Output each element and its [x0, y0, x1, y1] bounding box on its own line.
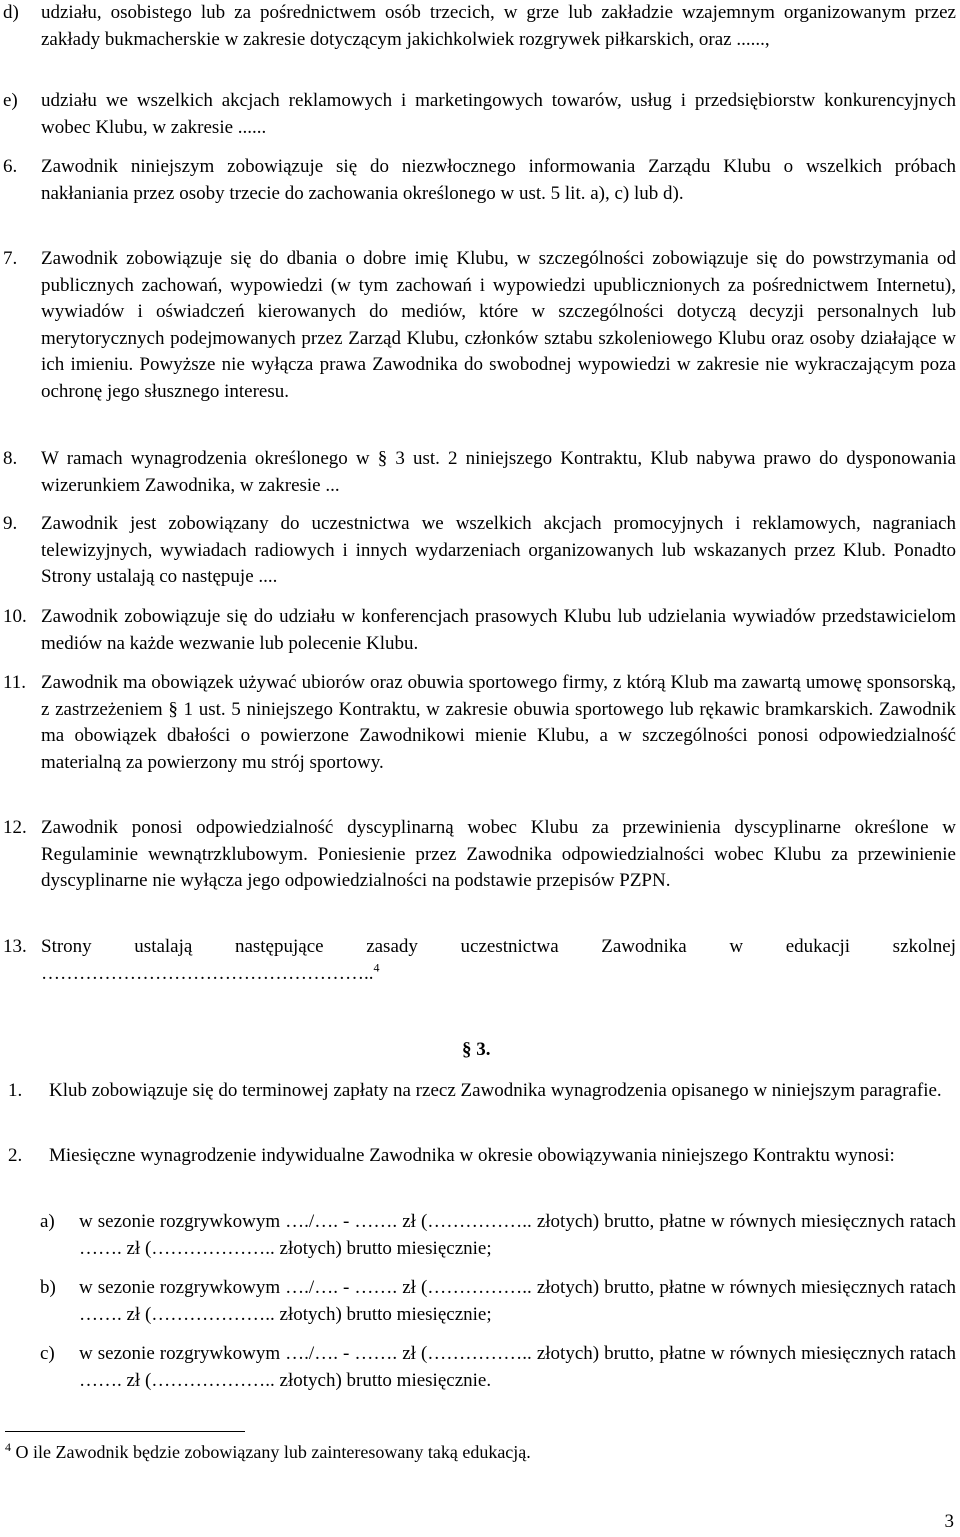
section3-subitem-b [0, 1275, 956, 1328]
list-item-d [0, 0, 956, 53]
item-number: a) [40, 1211, 55, 1232]
item-number: 6. [3, 156, 18, 177]
item-text: Zawodnik ponosi odpowiedzialność dyscyplinarną wobec Klubu za przewinienia dyscyplinarne określone w Regulaminie wewnątrzklubowym. Poniesienie przez Zawodnika odpowiedzialności wobec Klubu za przewinienie dyscyplinarne nie wyłącza jego odpowiedzialności na podstawie przepisów PZPN. [41, 817, 956, 891]
list-item-7 [0, 246, 956, 405]
item-number: 13. [3, 936, 27, 957]
footnote-text: O ile Zawodnik będzie zobowiązany lub zainteresowany taką edukacją. [15, 1442, 531, 1462]
item-text: w sezonie rozgrywkowym …./…. - ……. zł (…………….. złotych) brutto, płatne w równych miesięcznych ratach ……. zł (……………….. złotych) brutto miesięcznie. [79, 1343, 956, 1391]
footnote-mark: 4 [5, 1440, 11, 1454]
list-item-12 [0, 815, 956, 895]
item-number: c) [40, 1343, 55, 1364]
item-number: 8. [3, 448, 18, 469]
item-number: 2. [8, 1145, 23, 1166]
section3-item-1 [0, 1078, 956, 1105]
item-text-content: Strony ustalają następujące zasady uczestnictwa Zawodnika w edukacji szkolnej …………………………………………….. [41, 936, 956, 984]
list-item-10 [0, 604, 956, 657]
item-text: Zawodnik zobowiązuje się do udziału w konferencjach prasowych Klubu lub udzielania wywiadów przedstawicielom mediów na każde wezwanie lub polecenie Klubu. [41, 606, 956, 654]
item-number: e) [3, 90, 18, 111]
page-number: 3 [944, 1511, 954, 1532]
list-item-e [0, 88, 956, 141]
item-text: Klub zobowiązuje się do terminowej zapłaty na rzecz Zawodnika wynagrodzenia opisanego w niniejszym paragrafie. [49, 1080, 942, 1101]
list-item-13 [0, 934, 956, 987]
item-text: Zawodnik jest zobowiązany do uczestnictwa we wszelkich akcjach promocyjnych i reklamowych, nagraniach telewizyjnych, wywiadach radiowych i innych wydarzeniach organizowanych lub wskazanych przez Klub. Ponadto Strony ustalają co następuje .... [41, 513, 956, 587]
list-item-8 [0, 446, 956, 499]
section3-item-2 [0, 1143, 956, 1170]
list-item-11 [0, 670, 956, 776]
item-text: w sezonie rozgrywkowym …./…. - ……. zł (…………….. złotych) brutto, płatne w równych miesięcznych ratach ……. zł (……………….. złotych) brutto miesięcznie; [79, 1277, 956, 1325]
item-text: W ramach wynagrodzenia określonego w § 3 ust. 2 niniejszego Kontraktu, Klub nabywa prawo do dysponowania wizerunkiem Zawodnika, w zakresie ... [41, 448, 956, 496]
section-heading: § 3. [462, 1039, 491, 1060]
item-number: 12. [3, 817, 27, 838]
item-text: Zawodnik ma obowiązek używać ubiorów oraz obuwia sportowego firmy, z którą Klub ma zawartą umowę sponsorską, z zastrzeżeniem § 1 ust. 5 niniejszego Kontraktu, w zakresie obuwia sportowego lub rękawic bramkarskich. Zawodnik ma obowiązek dbałości o powierzone Zawodnikowi mienie Klubu, a w szczególności ponosi odpowiedzialność materialną za powierzony mu strój sportowy. [41, 672, 956, 773]
item-number: b) [40, 1277, 56, 1298]
item-text: Zawodnik zobowiązuje się do dbania o dobre imię Klubu, w szczególności zobowiązuje się do powstrzymania od publicznych zachowań, wypowiedzi (w tym zachowań i wypowiedzi upublicznionych za pośrednictwem Internetu), wywiadów i oświadczeń kierowanych do mediów, które w szczególności dotyczą decyzji personalnych lub merytorycznych podejmowanych przez Zarząd Klubu, członków sztabu szkoleniowego Klubu oraz osoby działające w ich imieniu. Powyższe nie wyłącza prawa Zawodnika do swobodnej wypowiedzi w zakresie nie wykraczającym poza ochronę jego słusznego interesu. [41, 248, 956, 402]
section3-subitem-c [0, 1341, 956, 1394]
item-number: d) [3, 2, 19, 23]
item-number: 7. [3, 248, 18, 269]
item-text: Zawodnik niniejszym zobowiązuje się do niezwłocznego informowania Zarządu Klubu o wszelkich próbach nakłaniania przez osoby trzecie do zachowania określonego w ust. 5 lit. a), c) lub d). [41, 156, 956, 204]
footnote [5, 1440, 531, 1464]
item-number: 1. [8, 1080, 23, 1101]
list-item-6 [0, 154, 956, 207]
item-number: 9. [3, 513, 18, 534]
section3-subitem-a [0, 1209, 956, 1262]
item-text: w sezonie rozgrywkowym …./…. - ……. zł (…………….. złotych) brutto, płatne w równych miesięcznych ratach ……. zł (……………….. złotych) brutto miesięcznie; [79, 1211, 956, 1259]
item-text [41, 934, 956, 987]
item-number: 10. [3, 606, 27, 627]
list-item-9 [0, 511, 956, 591]
item-number: 11. [3, 672, 27, 693]
item-text: udziału, osobistego lub za pośrednictwem osób trzecich, w grze lub zakładzie wzajemnym organizowanym przez zakłady bukmacherskie w zakresie dotyczącym jakichkolwiek rozgrywek piłkarskich, oraz ......, [41, 2, 956, 50]
item-text: udziału we wszelkich akcjach reklamowych i marketingowych towarów, usług i przedsiębiorstw konkurencyjnych wobec Klubu, w zakresie ...... [41, 90, 956, 138]
footnote-reference: 4 [373, 960, 380, 975]
item-text: Miesięczne wynagrodzenie indywidualne Zawodnika w okresie obowiązywania niniejszego Kontraktu wynosi: [49, 1145, 895, 1166]
footnote-separator [5, 1431, 245, 1432]
